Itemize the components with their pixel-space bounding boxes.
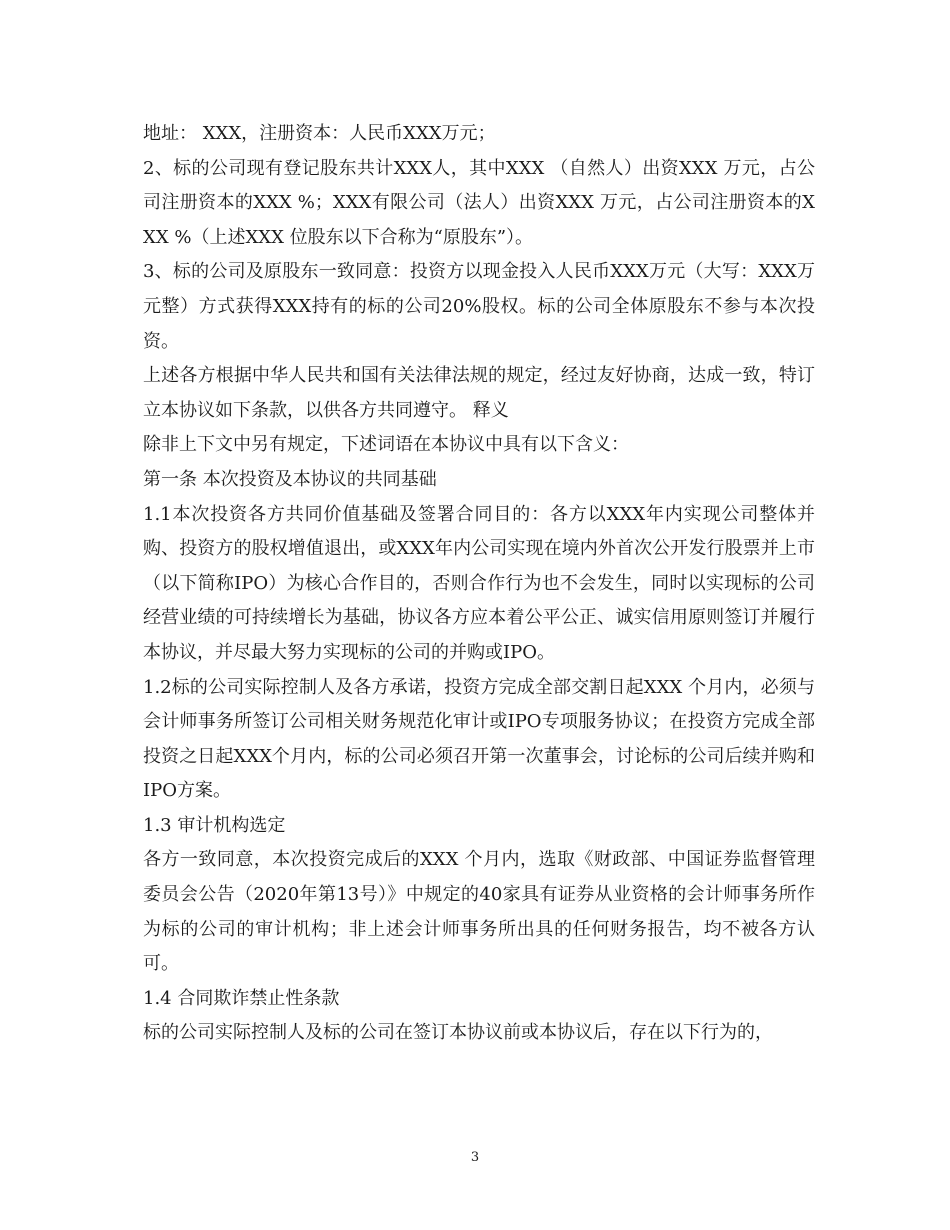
paragraph-address: 地址： XXX，注册资本：人民币XXX万元；: [143, 123, 496, 144]
heading-section-1-4: 1.4 合同欺诈禁止性条款: [143, 987, 340, 1009]
paragraph-definitions-intro: 除非上下文中另有规定，下述词语在本协议中具有以下含义：: [143, 434, 629, 456]
heading-article-1: 第一条 本次投资及本协议的共同基础: [143, 468, 437, 490]
paragraph-section-1-3-body: 各方一致同意，本次投资完成后的XXX 个月内，选取《财政部、中国证券监督管理委员会公告（2020年第13号）》中规定的40家具有证券从业资格的会计师事务所作为标的公司的审计机构；非上述会计师事务所出具的任何财务报告，均不被各方认可。: [143, 849, 815, 975]
paragraph-clause-3-investment: 3、标的公司及原股东一致同意：投资方以现金投入人民币XXX万元（大写：XXX万元整）方式获得XXX持有的标的公司20%股权。标的公司全体原股东不参与本次投资。: [143, 261, 815, 352]
body-text: [143, 117, 815, 1051]
paragraph-clause-2-shareholders: 2、标的公司现有登记股东共计XXX人，其中XXX （自然人）出资XXX 万元，占公司注册资本的XXX %；XXX有限公司（法人）出资XXX 万元，占公司注册资本的XXX %（上述XXX 位股东以下合称为“原股东”）。: [143, 157, 815, 248]
page-number: 3: [470, 1150, 480, 1165]
paragraph-section-1-2: 1.2标的公司实际控制人及各方承诺，投资方完成全部交割日起XXX 个月内，必须与会计师事务所签订公司相关财务规范化审计或IPO专项服务协议；在投资方完成全部投资之日起XXX个月内，标的公司必须召开第一次董事会，讨论标的公司后续并购和IPO方案。: [143, 676, 815, 802]
paragraph-section-1-4-body: 标的公司实际控制人及标的公司在签订本协议前或本协议后，存在以下行为的，: [143, 1022, 773, 1044]
paragraph-section-1-1: 1.1本次投资各方共同价值基础及签署合同目的：各方以XXX年内实现公司整体并购、投资方的股权增值退出，或XXX年内公司实现在境内外首次公开发行股票并上市（以下简称IPO）为核心合作目的，否则合作行为也不会发生，同时以实现标的公司经营业绩的可持续增长为基础，协议各方应本着公平公正、诚实信用原则签订并履行本协议，并尽最大努力实现标的公司的并购或IPO。: [143, 503, 815, 663]
heading-section-1-3: 1.3 审计机构选定: [143, 814, 286, 836]
paragraph-agreement-intro: 上述各方根据中华人民共和国有关法律法规的规定，经过友好协商，达成一致，特订立本协议如下条款，以供各方共同遵守。 释义: [143, 365, 815, 421]
